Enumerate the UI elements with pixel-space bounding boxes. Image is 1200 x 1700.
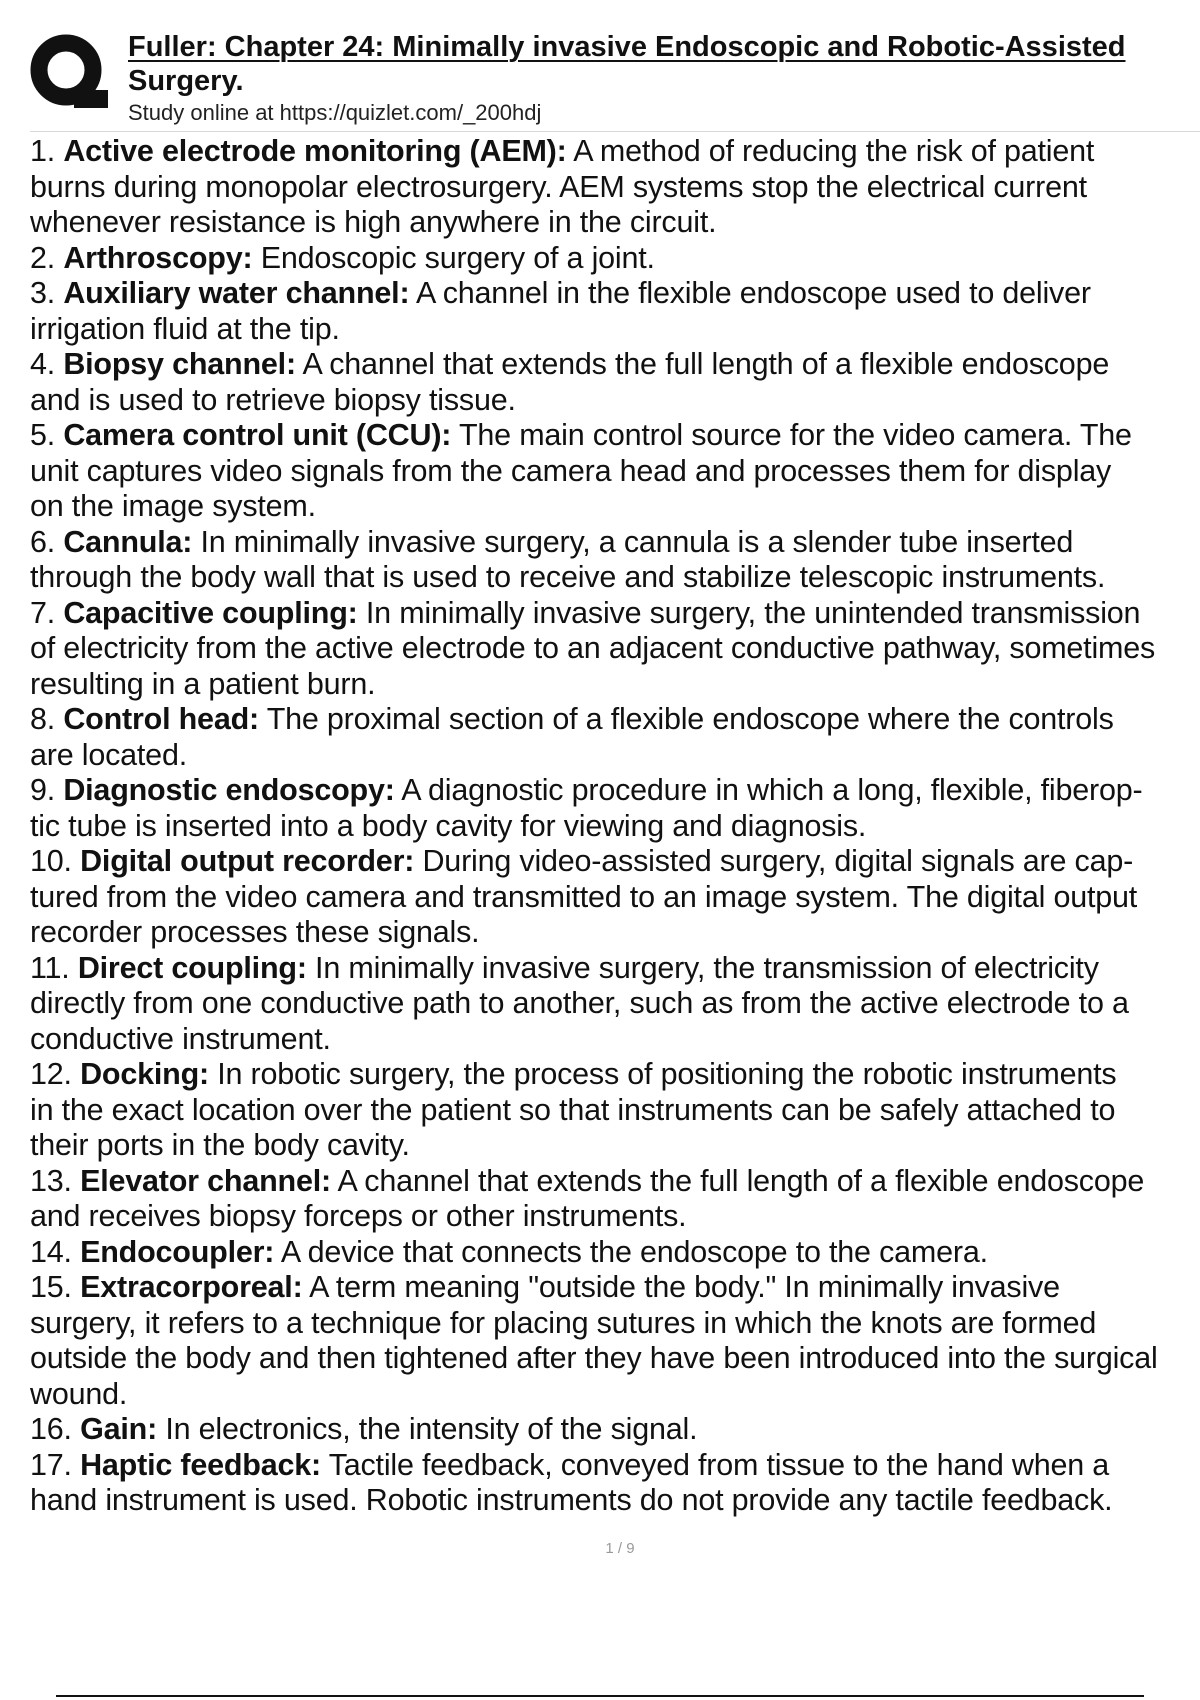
term-number: 9. (30, 773, 56, 807)
term-definition: A channel that extends the full length of a flexible endoscope (295, 347, 1110, 381)
term-number: 3. (30, 276, 56, 310)
term-number: 14. (30, 1234, 72, 1269)
term-name: Diagnostic endoscopy: (63, 773, 395, 807)
term-definition: outside the body and then tightened after they have been introduced into the surgical (30, 1341, 1158, 1375)
page-indicator: 1 / 9 (605, 1540, 635, 1557)
term-definition: and is used to retrieve biopsy tissue. (30, 382, 516, 417)
term-entry-first-line (30, 525, 1200, 561)
term-definition: through the body wall that is used to receive and stabilize telescopic instruments. (30, 560, 1106, 594)
term-definition: In robotic surgery, the process of positioning the robotic instruments (208, 1057, 1117, 1091)
term-definition-line (30, 1341, 1200, 1377)
term-definition: In minimally invasive surgery, the transmission of electricity (306, 950, 1099, 985)
term-definition: resulting in a patient burn. (30, 666, 376, 701)
term-definition: tic tube is inserted into a body cavity for viewing and diagnosis. (30, 808, 867, 843)
term-entry-first-line (30, 1164, 1200, 1200)
term-definition: unit captures video signals from the camera head and processes them for display (30, 453, 1112, 488)
term-definition-line (30, 560, 1200, 596)
term-definition: During video-assisted surgery, digital signals are cap- (414, 844, 1134, 878)
term-definition: A channel that extends the full length of a flexible endoscope (330, 1163, 1145, 1198)
term-definition: surgery, it refers to a technique for placing sutures in which the knots are formed (30, 1305, 1097, 1340)
term-number: 10. (30, 844, 72, 878)
term-entry-first-line (30, 702, 1200, 738)
term-name: Auxiliary water channel: (63, 276, 410, 310)
term-definition: wound. (30, 1376, 128, 1411)
term-entry-first-line (30, 134, 1200, 170)
term-entry-first-line (30, 596, 1200, 632)
term-entry-first-line (30, 1270, 1200, 1306)
term-definition: Tactile feedback, conveyed from tissue to the hand when a (320, 1447, 1110, 1482)
term-number: 12. (30, 1057, 72, 1091)
term-definition-line (30, 667, 1200, 703)
term-name: Elevator channel: (80, 1163, 331, 1198)
term-entry-first-line (30, 1412, 1200, 1448)
term-definition: hand instrument is used. Robotic instruments do not provide any tactile feedback. (30, 1483, 1113, 1517)
term-name: Capacitive coupling: (63, 595, 358, 630)
term-definition: A channel in the flexible endoscope used to deliver (409, 276, 1091, 310)
term-entry-first-line (30, 773, 1200, 809)
term-definition: The main control source for the video camera. The (451, 418, 1132, 452)
term-number: 15. (30, 1270, 72, 1304)
term-definition-line (30, 1128, 1200, 1164)
term-definition-line (30, 1199, 1200, 1235)
term-entry-first-line (30, 241, 1200, 277)
term-definition: A device that connects the endoscope to the camera. (274, 1234, 988, 1269)
term-entry-first-line (30, 418, 1200, 454)
term-definition: A term meaning "outside the body." In minimally invasive (302, 1270, 1060, 1304)
term-definition: A diagnostic procedure in which a long, flexible, fiberop- (394, 773, 1143, 807)
term-definition-line (30, 1306, 1200, 1342)
term-definition: irrigation fluid at the tip. (30, 311, 340, 346)
term-entry-first-line (30, 951, 1200, 987)
header-divider (30, 131, 1200, 132)
term-entry-first-line (30, 1448, 1200, 1484)
term-name: Active electrode monitoring (AEM): (63, 134, 567, 168)
term-number: 13. (30, 1163, 72, 1198)
term-definition: of electricity from the active electrode to an adjacent conductive pathway, sometimes (30, 631, 1156, 665)
term-definition-line (30, 383, 1200, 419)
term-number: 1. (30, 134, 56, 168)
term-definition: their ports in the body cavity. (30, 1128, 410, 1162)
term-number: 5. (30, 418, 56, 452)
term-definition: in the exact location over the patient so that instruments can be safely attached to (30, 1092, 1116, 1127)
footer-divider (56, 1695, 1144, 1697)
term-entry-first-line (30, 844, 1200, 880)
study-online-link[interactable]: Study online at https://quizlet.com/_200hdj (128, 100, 542, 125)
term-definition-line (30, 738, 1200, 774)
term-definition: are located. (30, 737, 187, 772)
term-definition-line (30, 170, 1200, 206)
term-name: Gain: (80, 1412, 158, 1446)
term-definition: tured from the video camera and transmitted to an image system. The digital output (30, 879, 1138, 914)
term-definition: whenever resistance is high anywhere in the circuit. (30, 205, 717, 239)
term-definition: recorder processes these signals. (30, 915, 480, 949)
term-definition-line (30, 454, 1200, 490)
term-definition: Endoscopic surgery of a joint. (252, 240, 655, 275)
term-number: 17. (30, 1447, 72, 1482)
title-block (128, 30, 1200, 126)
term-name: Cannula: (63, 524, 193, 559)
term-number: 7. (30, 595, 56, 630)
term-number: 2. (30, 240, 56, 275)
term-name: Camera control unit (CCU): (63, 418, 452, 452)
term-name: Haptic feedback: (80, 1447, 321, 1482)
term-definition: on the image system. (30, 489, 316, 523)
term-definition-line (30, 631, 1200, 667)
page-header (0, 0, 1200, 132)
term-definition: directly from one conductive path to another, such as from the active electrode to a (30, 986, 1129, 1020)
term-entry-first-line (30, 276, 1200, 312)
term-number: 6. (30, 524, 56, 559)
term-entry-first-line (30, 347, 1200, 383)
term-definition: In electronics, the intensity of the signal. (157, 1412, 698, 1446)
term-definition: In minimally invasive surgery, a cannula is a slender tube inserted (192, 524, 1074, 559)
term-definition: burns during monopolar electrosurgery. AEM systems stop the electrical current (30, 169, 1087, 204)
term-name: Control head: (63, 702, 259, 736)
term-number: 16. (30, 1412, 72, 1446)
document-title-line1: Fuller: Chapter 24: Minimally invasive Endoscopic and Robotic-Assisted (128, 31, 1126, 63)
term-number: 11. (30, 950, 70, 985)
term-definition-line (30, 1483, 1200, 1519)
term-definition: In minimally invasive surgery, the unintended transmission (357, 595, 1141, 630)
term-name: Docking: (80, 1057, 209, 1091)
term-definition-line (30, 809, 1200, 845)
term-entry-first-line (30, 1057, 1200, 1093)
term-definition-line (30, 205, 1200, 241)
term-name: Endocoupler: (80, 1234, 275, 1269)
term-entry-first-line (30, 1235, 1200, 1271)
term-number: 8. (30, 702, 56, 736)
term-definition-line (30, 1022, 1200, 1058)
term-definition: A method of reducing the risk of patient (566, 134, 1095, 168)
document-title-line2: Surgery. (128, 65, 244, 97)
term-definition-line (30, 489, 1200, 525)
term-definition-line (30, 986, 1200, 1022)
term-definition: The proximal section of a flexible endoscope where the controls (258, 702, 1114, 736)
term-name: Direct coupling: (77, 950, 307, 985)
quizlet-logo-icon (30, 32, 108, 116)
term-definition-line (30, 1093, 1200, 1129)
term-name: Digital output recorder: (80, 844, 415, 878)
term-list (30, 134, 1200, 1519)
term-number: 4. (30, 347, 56, 381)
term-name: Arthroscopy: (63, 240, 253, 275)
term-definition-line (30, 915, 1200, 951)
term-name: Extracorporeal: (80, 1270, 303, 1304)
term-definition: and receives biopsy forceps or other instruments. (30, 1199, 687, 1233)
term-definition-line (30, 312, 1200, 348)
term-definition: conductive instrument. (30, 1021, 331, 1056)
term-name: Biopsy channel: (63, 347, 296, 381)
term-definition-line (30, 1377, 1200, 1413)
term-definition-line (30, 880, 1200, 916)
